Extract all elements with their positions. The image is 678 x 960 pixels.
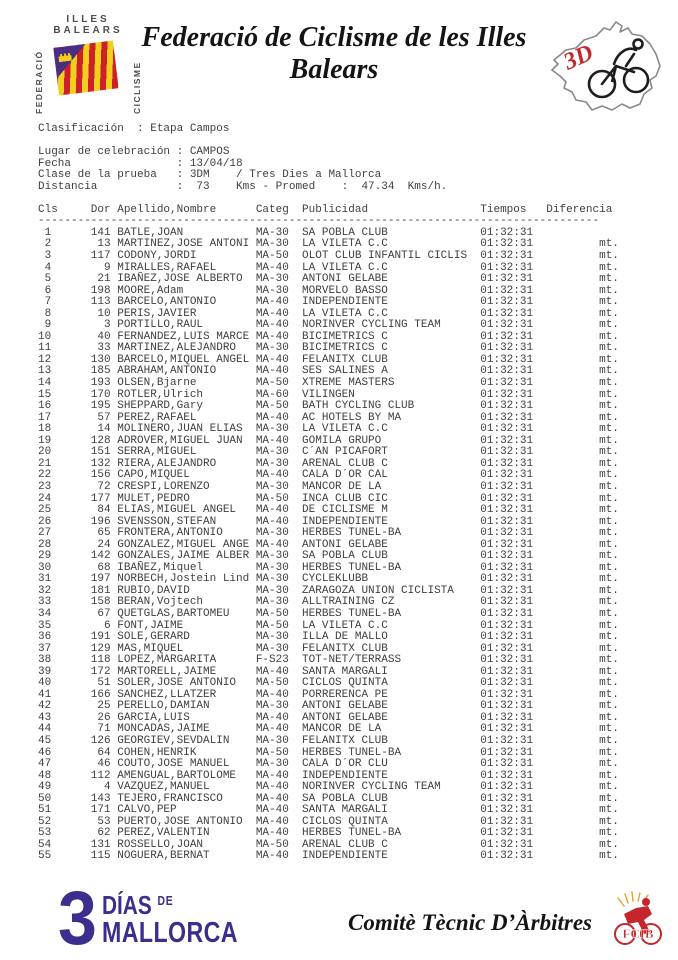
table-row: 13 185 ABRAHAM,ANTONIO MA-40 SES SALINES A 01:32:31 mt. [38, 365, 619, 378]
page-title [128, 22, 540, 86]
table-row: 25 84 ELIAS,MIGUEL ANGEL MA-40 DE CICLISME M 01:32:31 mt. [38, 504, 619, 517]
table-row: 1 141 BATLE,JOAN MA-30 SA POBLA CLUB 01:32:31 [38, 226, 534, 239]
table-row: 7 113 BARCELO,ANTONIO MA-40 INDEPENDIENTE 01:32:31 mt. [38, 296, 619, 309]
table-row: 18 14 MOLINERO,JUAN ELIAS MA-30 LA VILETA C.C 01:32:31 mt. [38, 423, 619, 436]
table-row: 22 156 CAPO,MIQUEL MA-40 CALA D´OR CAL 01:32:31 mt. [38, 469, 619, 482]
meta-distancia: Distancia : 73 Kms - Promed : 47.34 Kms/h. [38, 180, 448, 193]
table-row: 27 65 FRONTERA,ANTONIO MA-30 HERBES TUNEL-BA 01:32:31 mt. [38, 527, 619, 540]
table-divider: ------------------------------------------------------------------------------------- [38, 215, 600, 228]
table-row: 50 143 TEJERO,FRANCISCO MA-40 SA POBLA CLUB 01:32:31 mt. [38, 792, 619, 805]
table-row: 29 142 GONZALES,JAIME ALBER MA-30 SA POBLA CLUB 01:32:31 mt. [38, 550, 619, 563]
tres-dias-number: 3 [58, 876, 96, 960]
table-row: 49 4 VAZQUEZ,MANUEL MA-40 NORINVER CYCLING TEAM 01:32:31 mt. [38, 781, 619, 794]
table-row: 11 33 MARTINEZ,ALEJANDRO MA-30 BICIMETRICS C 01:32:31 mt. [38, 342, 619, 355]
flag-purple-canton [53, 41, 118, 96]
table-row: 41 166 SANCHEZ,LLATZER MA-40 PORRERENCA PE 01:32:31 mt. [38, 688, 619, 701]
table-row: 12 130 BARCELO,MIQUEL ANGEL MA-40 FELANITX CLUB 01:32:31 mt. [38, 353, 619, 366]
table-row: 43 26 GARCIA,LUIS MA-40 ANTONI GELABE 01:32:31 mt. [38, 711, 619, 724]
table-row: 52 53 PUERTO,JOSE ANTONIO MA-40 CICLOS QUINTA 01:32:31 mt. [38, 815, 619, 828]
table-row: 35 6 FONT,JAIME MA-50 LA VILETA C.C 01:32:31 mt. [38, 619, 619, 632]
meta-fecha: Fecha : 13/04/18 [38, 157, 243, 170]
table-row: 19 128 ADROVER,MIGUEL JUAN MA-40 GOMILA GRUPO 01:32:31 mt. [38, 434, 619, 447]
table-row: 10 40 FERNANDEZ,LUIS MARCE MA-40 BICIMETRICS C 01:32:31 mt. [38, 330, 619, 343]
table-row: 2 13 MARTINEZ,JOSE ANTONI MA-30 LA VILETA C.C 01:32:31 mt. [38, 238, 619, 251]
table-row: 54 131 ROSSELLO,JOAN MA-50 ARENAL CLUB C 01:32:31 mt. [38, 838, 619, 851]
tres-dias-line1-small: DE [157, 893, 174, 908]
meta-lugar: Lugar de celebración : CAMPOS [38, 146, 230, 159]
table-row: 30 68 IBAÑEZ,Miquel MA-30 HERBES TUNEL-BA 01:32:31 mt. [38, 561, 619, 574]
table-row: 51 171 CALVO,PEP MA-40 SANTA MARGALI 01:32:31 mt. [38, 804, 619, 817]
tres-dias-text [102, 888, 238, 950]
table-row: 55 115 NOGUERA,BERNAT MA-40 INDEPENDIENTE 01:32:31 mt. [38, 850, 619, 863]
table-row: 40 51 SOLER,JOSE ANTONIO MA-50 CICLOS QUINTA 01:32:31 mt. [38, 677, 619, 690]
table-row: 14 193 OLSEN,Bjarne MA-50 XTREME MASTERS 01:32:31 mt. [38, 377, 619, 390]
mallorca-outline-icon [546, 14, 668, 126]
table-row: 16 195 SHEPPARD,Gary MA-50 BATH CYCLING CLUB 01:32:31 mt. [38, 400, 619, 413]
table-row: 32 181 RUBIO,DAVID MA-30 ZARAGOZA UNION CICLISTA 01:32:31 mt. [38, 584, 619, 597]
committee-signature: Comitè Tècnic D’Àrbitres [347, 910, 593, 935]
table-row: 44 71 MONCADAS,JAIME MA-40 MANCOR DE LA 01:32:31 mt. [38, 723, 619, 736]
table-row: 38 118 LOPEZ,MARGARITA F-S23 TOT-NET/TERRASS 01:32:31 mt. [38, 654, 619, 667]
federation-logo-line1: ILLES [66, 14, 110, 25]
table-row: 20 151 SERRA,MIGUEL MA-30 C´AN PICAFORT 01:32:31 mt. [38, 446, 619, 459]
table-row: 26 196 SVENSSON,STEFAN MA-40 INDEPENDIENTE 01:32:31 mt. [38, 515, 619, 528]
table-row: 45 126 GEORGIEV,SEVDALIN MA-30 FELANITX CLUB 01:32:31 mt. [38, 734, 619, 747]
fcib-cyclist-icon [610, 890, 666, 952]
federation-logo-title [46, 14, 130, 36]
balearic-flag-icon [53, 41, 118, 96]
table-row: 3 117 CODONY,JORDI MA-50 OLOT CLUB INFANTIL CICLIS 01:32:31 mt. [38, 250, 619, 263]
federation-logo-right-text: CICLISME [132, 61, 142, 114]
page-title-line1: Federació de Ciclisme de les Illes [141, 22, 527, 53]
fcib-label: FCIB [622, 926, 654, 941]
page-title-line2: Balears [289, 54, 379, 85]
cyclist-sketch-icon [589, 40, 648, 98]
island-3d-label: 3D [559, 39, 598, 76]
table-row: 53 62 PEREZ,VALENTIN MA-40 HERBES TUNEL-BA 01:32:31 mt. [38, 827, 619, 840]
table-row: 37 129 MAS,MIQUEL MA-30 FELANITX CLUB 01:32:31 mt. [38, 642, 619, 655]
table-row: 9 3 PORTILLO,RAUL MA-40 NORINVER CYCLING TEAM 01:32:31 mt. [38, 319, 619, 332]
table-row: 39 172 MARTORELL,JAIME MA-40 SANTA MARGALI 01:32:31 mt. [38, 665, 619, 678]
federation-logo-line2: BALEARS [53, 25, 123, 36]
table-row: 42 25 PERELLO,DAMIAN MA-30 ANTONI GELABE 01:32:31 mt. [38, 700, 619, 713]
tres-dias-line2: MALLORCA [102, 917, 239, 949]
table-row: 17 57 PEREZ,RAFAEL MA-40 AC HOTELS BY MA 01:32:31 mt. [38, 411, 619, 424]
table-row: 6 198 MOORE,Adam MA-30 MORVELO BASSO 01:32:31 mt. [38, 284, 619, 297]
federation-logo-left-text: FEDERACIÓ [34, 50, 44, 114]
table-row: 33 158 BERAN,Vojtech MA-30 ALLTRAINING CZ 01:32:31 mt. [38, 596, 619, 609]
table-row: 5 21 IBAÑEZ,JOSE ALBERTO MA-30 ANTONI GELABE 01:32:31 mt. [38, 273, 619, 286]
fcib-logo [610, 890, 666, 952]
table-row: 36 191 SOLE,GERARD MA-30 ILLA DE MALLO 01:32:31 mt. [38, 631, 619, 644]
federation-logo [34, 12, 142, 114]
table-row: 23 72 CRESPI,LORENZO MA-30 MANCOR DE LA 01:32:31 mt. [38, 480, 619, 493]
table-row: 48 112 AMENGUAL,BARTOLOME MA-40 INDEPENDIENTE 01:32:31 mt. [38, 769, 619, 782]
table-row: 15 170 ROTLER,Ulrich MA-60 VILINGEN 01:32:31 mt. [38, 388, 619, 401]
table-row: 34 67 QUETGLAS,BARTOMEU MA-50 HERBES TUNEL-BA 01:32:31 mt. [38, 607, 619, 620]
table-row: 47 46 COUTO,JOSE MANUEL MA-30 CALA D´OR CLU 01:32:31 mt. [38, 758, 619, 771]
table-row: 21 132 RIERA,ALEJANDRO MA-30 ARENAL CLUB C 01:32:31 mt. [38, 457, 619, 470]
table-row: 46 64 COHEN,HENRIK MA-50 HERBES TUNEL-BA 01:32:31 mt. [38, 746, 619, 759]
mallorca-island-badge [546, 14, 668, 126]
table-row: 8 10 PERIS,JAVIER MA-40 LA VILETA C.C 01:32:31 mt. [38, 307, 619, 320]
results-text-block [38, 124, 619, 863]
table-row: 4 9 MIRALLES,RAFAEL MA-40 LA VILETA C.C 01:32:31 mt. [38, 261, 619, 274]
table-row: 24 177 MULET,PEDRO MA-50 INCA CLUB CIC 01:32:31 mt. [38, 492, 619, 505]
meta-clase: Clase de la prueba : 3DM / Tres Dies a Mallorca [38, 169, 382, 182]
tres-dias-logo [58, 876, 272, 960]
meta-clasificacion: Clasificación : Etapa Campos [38, 123, 230, 135]
tres-dias-line1: DÍAS [102, 890, 152, 920]
table-header-row: Cls Dor Apellido,Nombre Categ Publicidad Tiempos Diferencia [38, 203, 613, 216]
table-row: 28 24 GONZALEZ,MIGUEL ANGE MA-40 ANTONI GELABE 01:32:31 mt. [38, 538, 619, 551]
table-row: 31 197 NORBECH,Jostein Lind MA-30 CYCLEKLUBB 01:32:31 mt. [38, 573, 619, 586]
